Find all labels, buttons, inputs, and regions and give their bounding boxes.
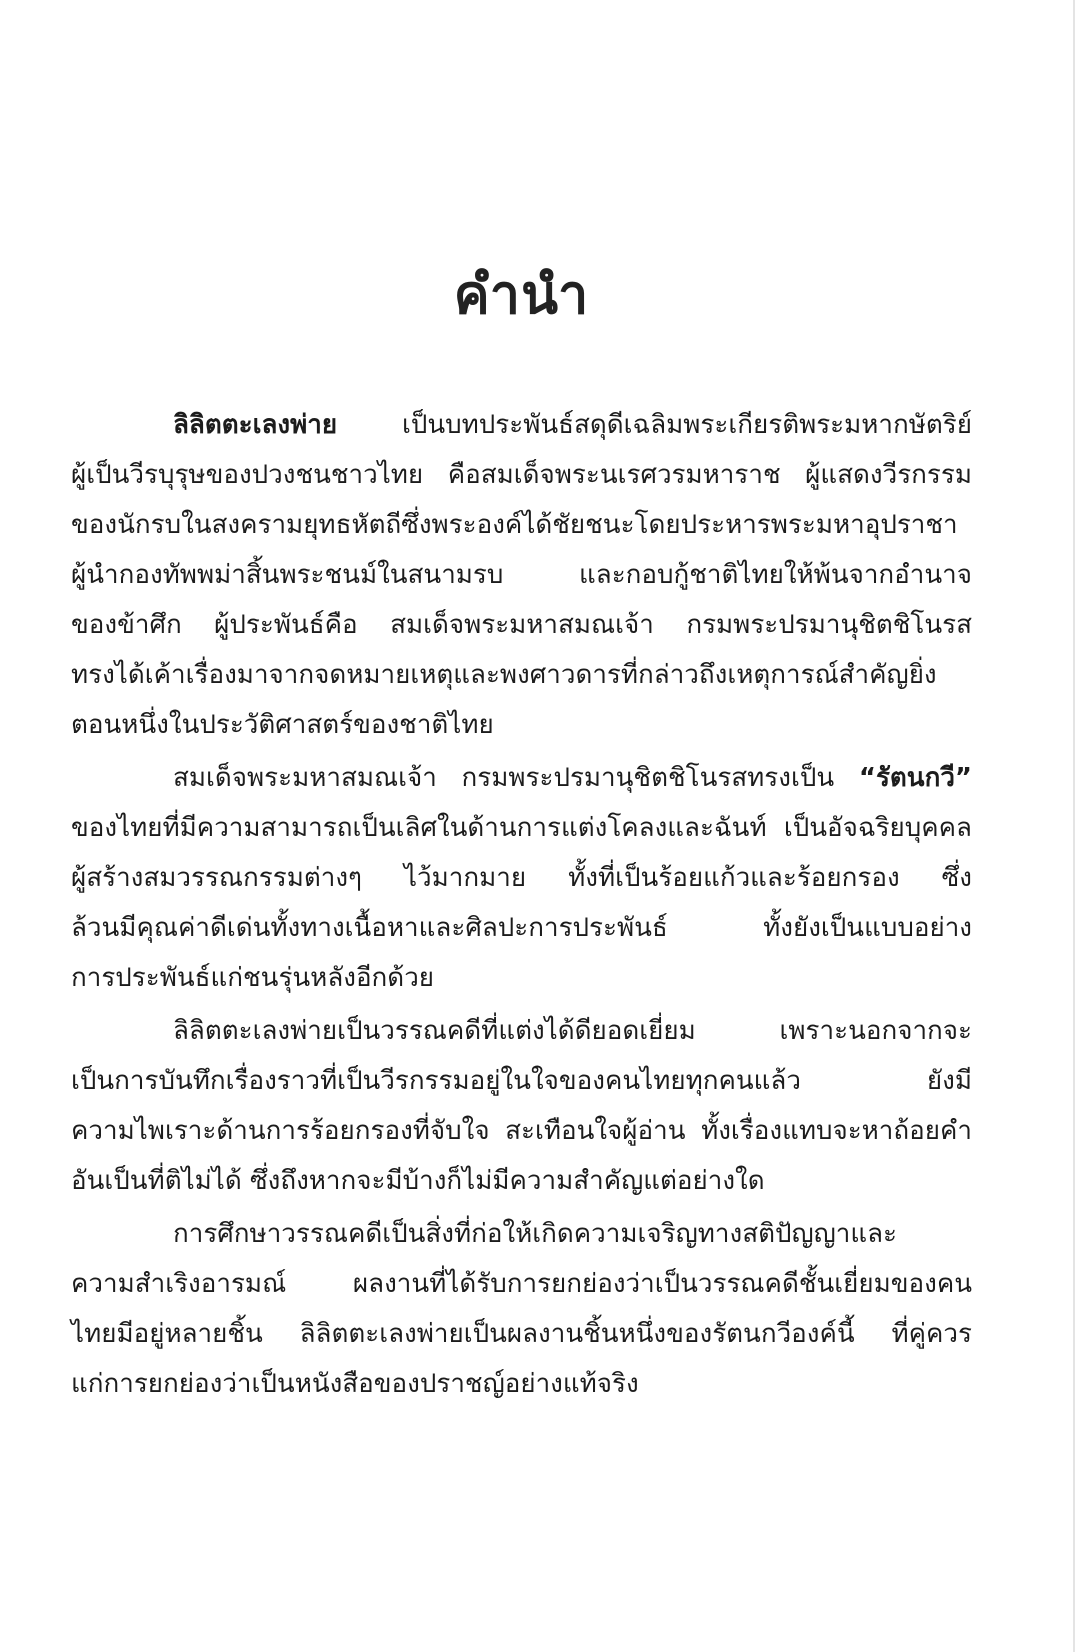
bold-term: ลิลิตตะเลงพ่าย <box>173 410 338 440</box>
text-line: ความสำเริงอารมณ์ ผลงานที่ได้รับการยกย่องว่าเป็นวรรณคดีชั้นเยี่ยมของคน <box>71 1269 972 1299</box>
paragraph-1 <box>71 400 972 750</box>
text-line: ตอนหนึ่งในประวัติศาสตร์ของชาติไทย <box>71 710 494 740</box>
page-title: คำนำ <box>453 263 590 326</box>
text-line: ผู้เป็นวีรบุรุษของปวงชนชาวไทย คือสมเด็จพระนเรศวรมหาราช ผู้แสดงวีรกรรม <box>71 460 972 490</box>
preface-body <box>71 400 972 1412</box>
bold-term: “รัตนกวี” <box>858 763 972 793</box>
paragraph-3 <box>71 1006 972 1206</box>
text-line: ผู้สร้างสมวรรณกรรมต่างๆ ไว้มากมาย ทั้งที่เป็นร้อยแก้วและร้อยกรอง ซึ่ง <box>71 863 972 893</box>
text-line: การศึกษาวรรณคดีเป็นสิ่งที่ก่อให้เกิดความเจริญทางสติปัญญาและ <box>173 1219 898 1249</box>
paragraph-2 <box>71 753 972 1003</box>
text-line: ไทยมีอยู่หลายชิ้น ลิลิตตะเลงพ่ายเป็นผลงานชิ้นหนึ่งของรัตนกวีองค์นี้ ที่คู่ควร <box>71 1319 972 1349</box>
text-line: การประพันธ์แก่ชนรุ่นหลังอีกด้วย <box>71 963 435 993</box>
text-line <box>71 753 972 803</box>
text-line: อันเป็นที่ติไม่ได้ ซึ่งถึงหากจะมีบ้างก็ไม่มีความสำคัญแต่อย่างใด <box>71 1166 765 1196</box>
text-line: ของข้าศึก ผู้ประพันธ์คือ สมเด็จพระมหาสมณเจ้า กรมพระปรมานุชิตชิโนรส <box>71 610 972 640</box>
text-line: ล้วนมีคุณค่าดีเด่นทั้งทางเนื้อหาและศิลปะการประพันธ์ ทั้งยังเป็นแบบอย่าง <box>71 913 972 943</box>
text-line: ความไพเราะด้านการร้อยกรองที่จับใจ สะเทือนใจผู้อ่าน ทั้งเรื่องแทบจะหาถ้อยคำ <box>71 1116 972 1146</box>
line-text: สมเด็จพระมหาสมณเจ้า กรมพระปรมานุชิตชิโนรสทรงเป็น <box>173 763 859 793</box>
text-line: แก่การยกย่องว่าเป็นหนังสือของปราชญ์อย่างแท้จริง <box>71 1369 639 1399</box>
text-line: ของนักรบในสงครามยุทธหัตถีซึ่งพระองค์ได้ชัยชนะโดยประหารพระมหาอุปราชา <box>71 510 958 540</box>
text-line: ของไทยที่มีความสามารถเป็นเลิศในด้านการแต่งโคลงและฉันท์ เป็นอัจฉริยบุคคล <box>71 813 972 843</box>
text-line: ลิลิตตะเลงพ่ายเป็นวรรณคดีที่แต่งได้ดียอดเยี่ยม เพราะนอกจากจะ <box>173 1016 972 1046</box>
text-line: ทรงได้เค้าเรื่องมาจากจดหมายเหตุและพงศาวดารที่กล่าวถึงเหตุการณ์สำคัญยิ่ง <box>71 660 937 690</box>
text-line <box>71 400 972 450</box>
page-edge-shadow <box>1073 0 1075 1652</box>
text-line: ผู้นำกองทัพพม่าสิ้นพระชนม์ในสนามรบ และกอบกู้ชาติไทยให้พ้นจากอำนาจ <box>71 560 972 590</box>
line-text: เป็นบทประพันธ์สดุดีเฉลิมพระเกียรติพระมหากษัตริย์ <box>337 410 972 440</box>
paragraph-4 <box>71 1209 972 1409</box>
text-line: เป็นการบันทึกเรื่องราวที่เป็นวีรกรรมอยู่ในใจของคนไทยทุกคนแล้ว ยังมี <box>71 1066 972 1096</box>
